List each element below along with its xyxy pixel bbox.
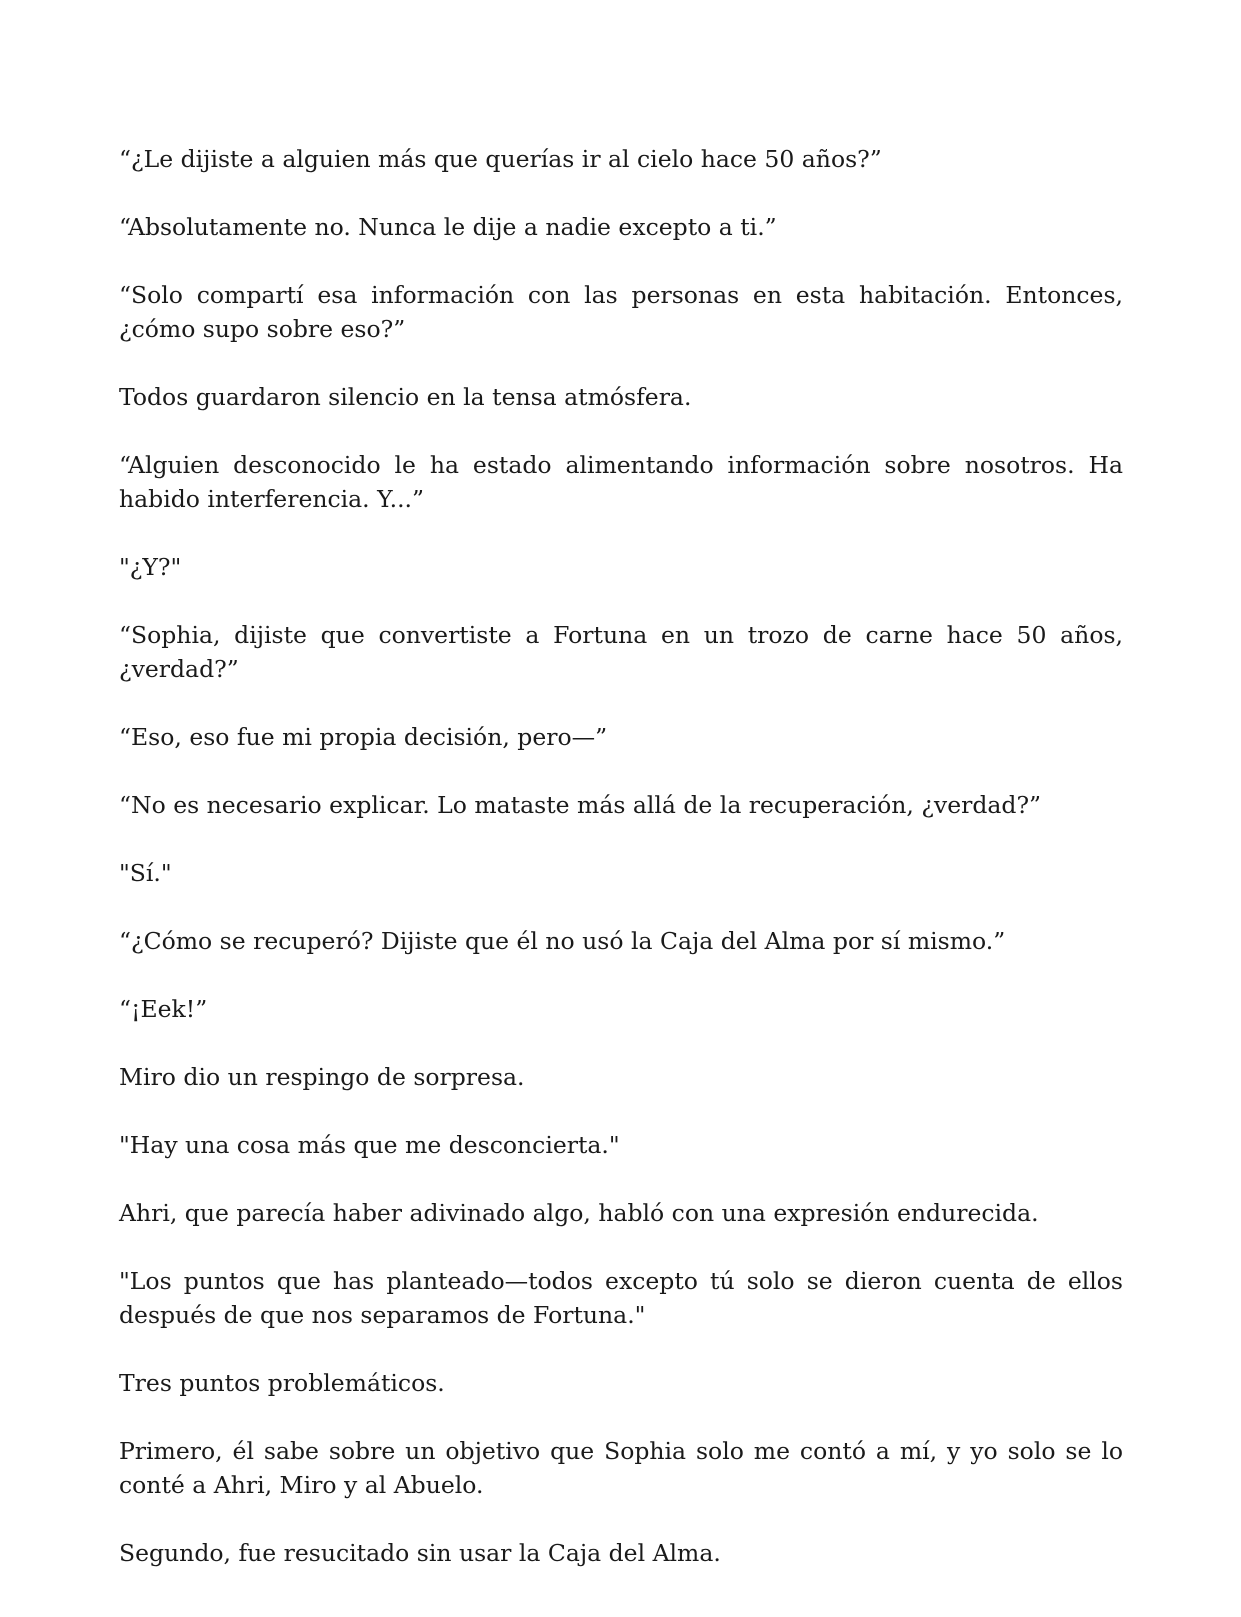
paragraph: “No es necesario explicar. Lo mataste más allá de la recuperación, ¿verdad?” (119, 791, 1042, 819)
paragraph: "Hay una cosa más que me desconcierta." (119, 1131, 620, 1159)
paragraph: "Los puntos que has planteado—todos excepto tú solo se dieron cuenta de ellos después de que nos separamos de Fortuna." (119, 1267, 1123, 1329)
paragraph: Primero, él sabe sobre un objetivo que Sophia solo me contó a mí, y yo solo se lo conté a Ahri, Miro y al Abuelo. (119, 1437, 1123, 1499)
paragraph: “Absolutamente no. Nunca le dije a nadie excepto a ti.” (119, 213, 777, 241)
paragraph: “Alguien desconocido le ha estado alimentando información sobre nosotros. Ha habido interferencia. Y...” (119, 451, 1123, 513)
paragraph: “Solo compartí esa información con las personas en esta habitación. Entonces, ¿cómo supo sobre eso?” (119, 281, 1123, 343)
paragraph: “¡Eek!” (119, 995, 208, 1023)
paragraph: Tres puntos problemáticos. (119, 1369, 445, 1397)
paragraph: Ahri, que parecía haber adivinado algo, habló con una expresión endurecida. (119, 1199, 1039, 1227)
paragraph: Todos guardaron silencio en la tensa atmósfera. (119, 383, 692, 411)
paragraph: “Eso, eso fue mi propia decisión, pero—” (119, 723, 608, 751)
paragraph: "Sí." (119, 859, 172, 887)
paragraph: “Sophia, dijiste que convertiste a Fortuna en un trozo de carne hace 50 años, ¿verdad?” (119, 621, 1123, 683)
paragraph: "¿Y?" (119, 553, 182, 581)
paragraph: “¿Le dijiste a alguien más que querías ir al cielo hace 50 años?” (119, 145, 882, 173)
document-body (119, 142, 1123, 1570)
paragraph: Miro dio un respingo de sorpresa. (119, 1063, 525, 1091)
paragraph: Segundo, fue resucitado sin usar la Caja del Alma. (119, 1539, 721, 1567)
paragraph: “¿Cómo se recuperó? Dijiste que él no usó la Caja del Alma por sí mismo.” (119, 927, 1006, 955)
